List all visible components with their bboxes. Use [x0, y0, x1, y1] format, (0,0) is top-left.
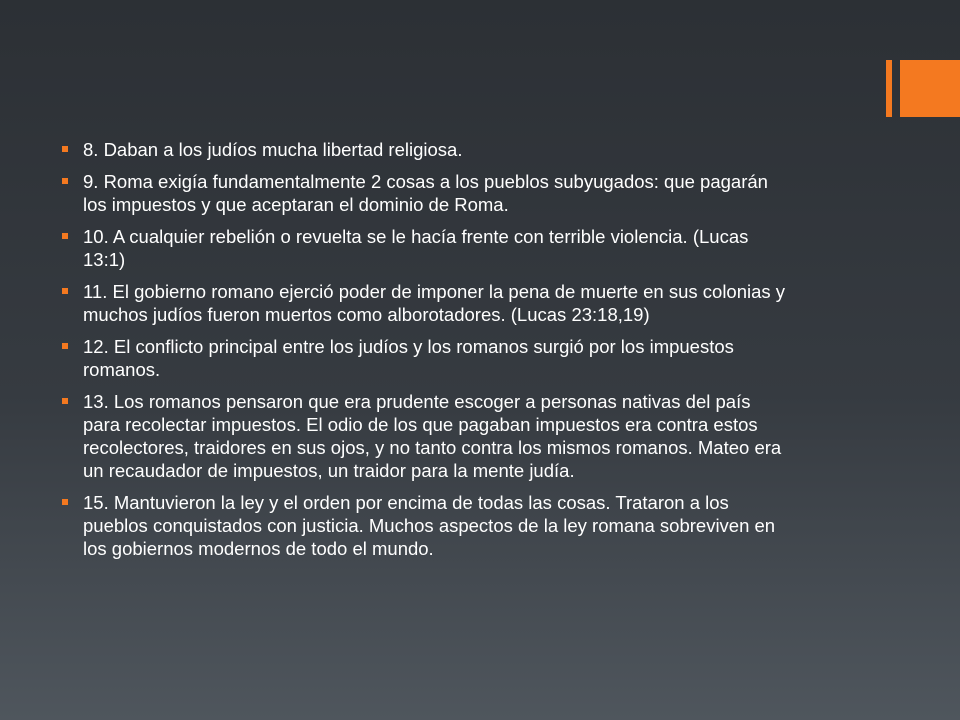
- bullet-item: [62, 225, 792, 271]
- bullet-item: [62, 280, 792, 326]
- bullet-text: 11. El gobierno romano ejerció poder de imponer la pena de muerte en sus colonias y muchos judíos fueron muertos como alborotadores. (Lucas 23:18,19): [83, 281, 786, 325]
- square-bullet-icon: [62, 288, 68, 294]
- bullet-text: 9. Roma exigía fundamentalmente 2 cosas a los pueblos subyugados: que pagarán los impuestos y que aceptaran el dominio de Roma.: [83, 171, 768, 215]
- square-bullet-icon: [62, 178, 68, 184]
- bullet-item: [62, 138, 792, 161]
- bullet-text: 15. Mantuvieron la ley y el orden por encima de todas las cosas. Trataron a los pueblos conquistados con justicia. Muchos aspectos de la ley romana sobreviven en los gobiernos modernos de todo el mundo.: [83, 492, 776, 559]
- square-bullet-icon: [62, 233, 68, 239]
- bullet-list: [62, 138, 792, 569]
- square-bullet-icon: [62, 343, 68, 349]
- bullet-item: [62, 491, 792, 560]
- bullet-item: [62, 170, 792, 216]
- bullet-item: [62, 335, 792, 381]
- square-bullet-icon: [62, 499, 68, 505]
- square-bullet-icon: [62, 398, 68, 404]
- bullet-text: 8. Daban a los judíos mucha libertad religiosa.: [83, 139, 463, 160]
- bullet-item: [62, 390, 792, 482]
- bullet-text: 10. A cualquier rebelión o revuelta se le hacía frente con terrible violencia. (Lucas 13:1): [83, 226, 749, 270]
- bullet-text: 12. El conflicto principal entre los judíos y los romanos surgió por los impuestos romanos.: [83, 336, 734, 380]
- accent-bar-thin: [886, 60, 892, 117]
- accent-bar-thick: [900, 60, 960, 117]
- square-bullet-icon: [62, 146, 68, 152]
- bullet-text: 13. Los romanos pensaron que era prudente escoger a personas nativas del país para recolectar impuestos. El odio de los que pagaban impuestos era contra estos recolectores, traidores en sus ojos, y no tanto contra los mismos romanos. Mateo era un recaudador de impuestos, un traidor para la mente judía.: [83, 391, 782, 481]
